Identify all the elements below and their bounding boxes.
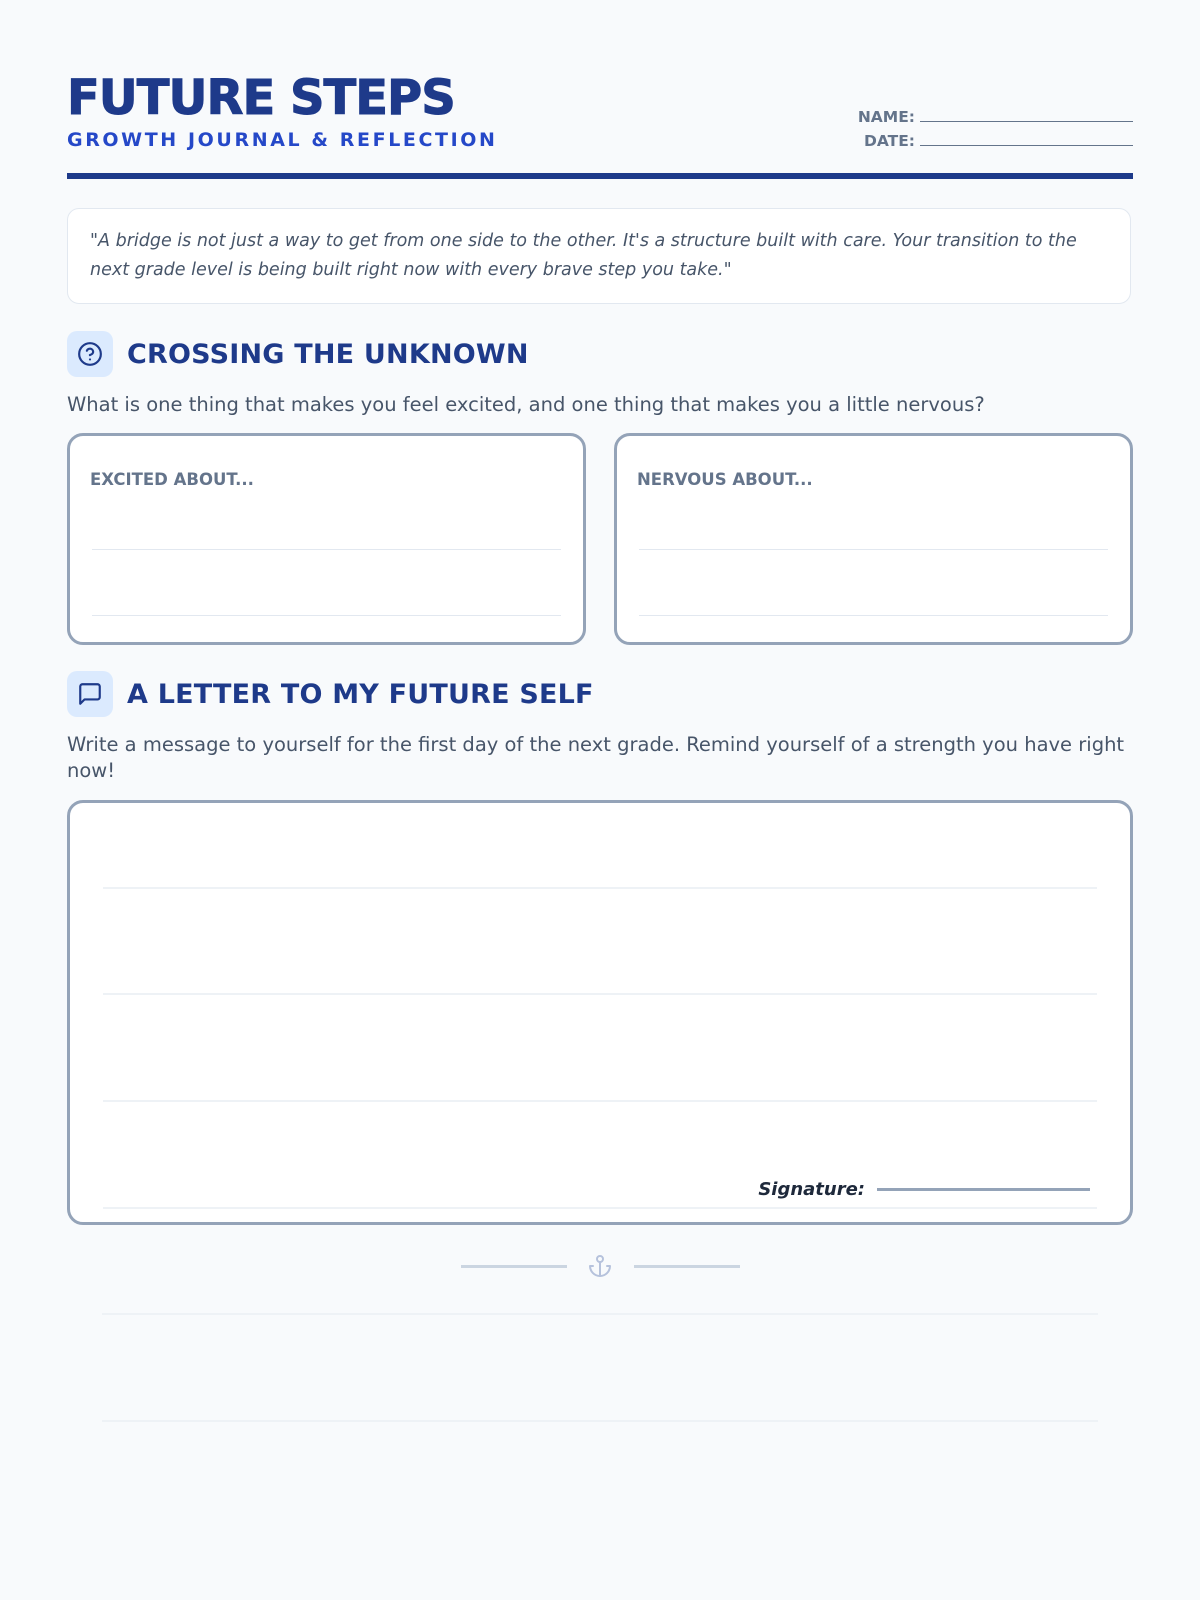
nervous-label: NERVOUS ABOUT... — [637, 470, 813, 489]
faint-rule — [102, 1313, 1098, 1315]
signature-row — [758, 1179, 1090, 1200]
student-info — [843, 102, 1133, 150]
letter-box[interactable] — [67, 800, 1133, 1225]
ornament-line-left — [461, 1265, 567, 1268]
quote-box — [67, 208, 1131, 304]
section-prompt-unknown: What is one thing that makes you feel excited, and one thing that makes you a little nervous? — [67, 393, 985, 416]
anchor-icon — [588, 1254, 612, 1278]
writing-line — [103, 1207, 1097, 1209]
page-subtitle: GROWTH JOURNAL & REFLECTION — [67, 129, 498, 151]
writing-line — [103, 993, 1097, 995]
worksheet-page — [67, 0, 1133, 1600]
writing-line — [103, 1100, 1097, 1102]
name-label: NAME: — [857, 108, 915, 126]
ornament-line-right — [634, 1265, 740, 1268]
writing-line — [92, 615, 561, 616]
writing-line — [639, 615, 1108, 616]
writing-line — [639, 549, 1108, 550]
date-field[interactable] — [920, 145, 1133, 146]
section-header-letter — [67, 671, 594, 717]
nervous-card[interactable] — [614, 433, 1133, 645]
section-prompt-letter: Write a message to yourself for the first day of the next grade. Remind yourself of a strength you have right now! — [67, 733, 1125, 782]
header — [67, 70, 1133, 180]
excited-label: EXCITED ABOUT... — [90, 470, 254, 489]
section-header-unknown — [67, 331, 529, 377]
signature-field[interactable] — [877, 1188, 1090, 1191]
faint-rule — [102, 1420, 1098, 1422]
section-title-letter: A LETTER TO MY FUTURE SELF — [127, 678, 594, 710]
date-row — [843, 126, 1133, 150]
page-title: FUTURE STEPS — [67, 70, 455, 126]
writing-line — [92, 549, 561, 550]
quote-text: "A bridge is not just a way to get from one side to the other. It's a structure built with care. Your transition to the next grade level is being built right now with every brave step you take." — [90, 231, 1077, 280]
date-label: DATE: — [863, 132, 915, 150]
header-divider — [67, 173, 1133, 179]
name-row — [843, 102, 1133, 126]
excited-card[interactable] — [67, 433, 586, 645]
section-title-unknown: CROSSING THE UNKNOWN — [127, 338, 529, 370]
writing-line — [103, 887, 1097, 889]
question-circle-icon — [67, 331, 113, 377]
message-square-icon — [67, 671, 113, 717]
footer-ornament — [67, 1254, 1133, 1278]
signature-label: Signature: — [758, 1179, 865, 1200]
name-field[interactable] — [920, 121, 1133, 122]
